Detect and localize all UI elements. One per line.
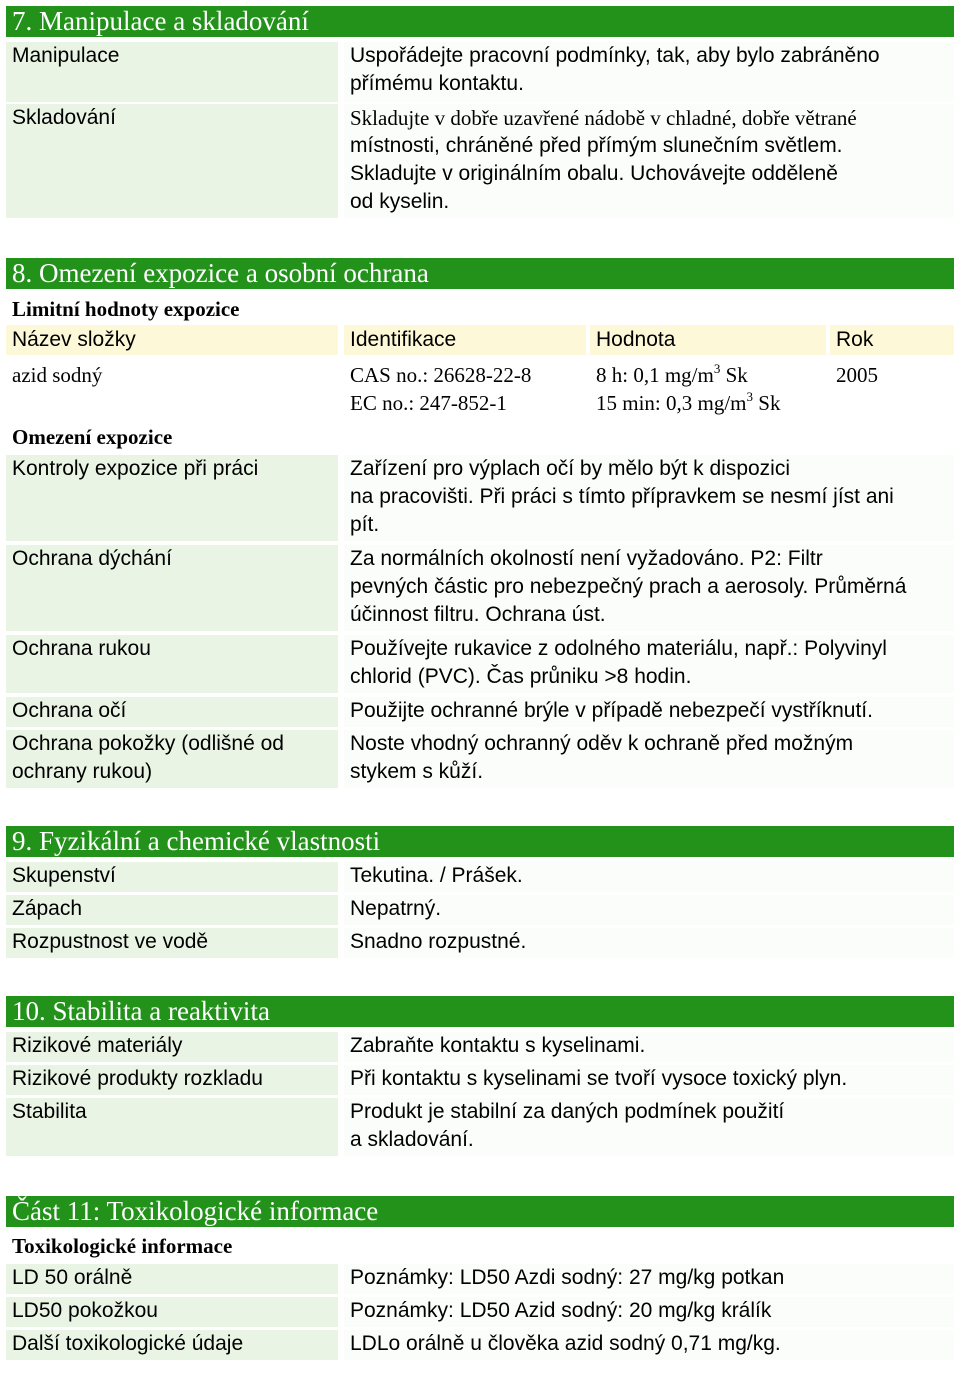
controls-heading: Omezení expozice	[12, 425, 173, 449]
row-solubility	[6, 928, 954, 958]
value-eyes	[344, 697, 954, 727]
value-15min-note: Sk	[753, 391, 781, 415]
value-8h-text: 8 h: 0,1 mg/m	[596, 363, 714, 387]
label-stability: Stabilita	[6, 1098, 338, 1156]
label-hands	[6, 635, 338, 693]
row-work-exposure	[6, 455, 954, 541]
label-solubility: Rozpustnost ve vodě	[6, 928, 338, 958]
value-respiratory	[344, 545, 954, 631]
row-ld50-oral	[6, 1264, 954, 1294]
value-15min-text: 15 min: 0,3 mg/m	[596, 391, 747, 415]
value-manipulace	[344, 42, 954, 102]
value-solubility: Snadno rozpustné.	[344, 928, 954, 958]
value-line: chlorid (PVC). Čas průniku >8 hodin.	[350, 665, 692, 688]
identification-cell	[350, 361, 531, 417]
label-ld50-oral: LD 50 orálně	[6, 1264, 338, 1294]
value-risk-materials	[344, 1032, 954, 1062]
value-line: účinnost filtru. Ochrana úst.	[350, 603, 606, 626]
row-skladovani	[6, 104, 954, 218]
row-other-tox	[6, 1330, 954, 1360]
limits-table-header	[6, 325, 954, 355]
label-line: Ochrana očí	[12, 699, 127, 722]
value-odour: Nepatrný.	[344, 895, 954, 925]
value-line: přímému kontaktu.	[350, 72, 524, 95]
value-stability	[344, 1098, 954, 1156]
toxicology-heading: Toxikologické informace	[12, 1234, 233, 1258]
label-decomposition: Rizikové produkty rozkladu	[6, 1065, 338, 1095]
label-line: Kontroly expozice při práci	[12, 457, 259, 480]
label-work-exposure	[6, 455, 338, 541]
label-skin	[6, 730, 338, 788]
value-8h	[596, 361, 780, 389]
row-skin	[6, 730, 954, 788]
value-line: pevných částic pro nebezpečný prach a aerosoly. Průměrná	[350, 575, 907, 598]
label-line: Ochrana rukou	[12, 637, 151, 660]
value-line: stykem s kůží.	[350, 760, 484, 783]
section-8-title: 8. Omezení expozice a osobní ochrana	[6, 258, 954, 289]
unit-exponent: 3	[746, 389, 754, 404]
value-line: Zařízení pro výplach očí by mělo být k dispozici	[350, 457, 791, 480]
label-respiratory	[6, 545, 338, 631]
row-eyes	[6, 697, 954, 727]
row-odour	[6, 895, 954, 925]
label-line: ochrany rukou)	[12, 760, 153, 783]
section-11-title: Část 11: Toxikologické informace	[6, 1196, 954, 1227]
row-state	[6, 862, 954, 892]
value-skladovani	[344, 104, 954, 218]
row-manipulace	[6, 42, 954, 102]
section-7-title: 7. Manipulace a skladování	[6, 6, 954, 37]
row-decomposition	[6, 1065, 954, 1095]
value-line: na pracovišti. Při práci s tímto přípravkem se nesmí jíst ani	[350, 485, 894, 508]
col-header-value: Hodnota	[590, 325, 826, 355]
value-line: Uspořádejte pracovní podmínky, tak, aby bylo zabráněno	[350, 44, 880, 67]
label-manipulace: Manipulace	[6, 42, 338, 102]
value-line: pít.	[350, 513, 380, 536]
value-line: Použijte ochranné brýle v případě nebezpečí vystříknutí.	[350, 699, 873, 722]
cas-number: CAS no.: 26628-22-8	[350, 363, 532, 387]
unit-exponent: 3	[713, 361, 721, 376]
label-skladovani: Skladování	[6, 104, 338, 218]
section-10-title: 10. Stabilita a reaktivita	[6, 996, 954, 1027]
value-skin	[344, 730, 954, 788]
ec-number: EC no.: 247-852-1	[350, 391, 507, 415]
value-state: Tekutina. / Prášek.	[344, 862, 954, 892]
row-hands	[6, 635, 954, 693]
limits-heading: Limitní hodnoty expozice	[12, 297, 240, 321]
limits-table-row	[6, 361, 954, 421]
value-line: Skladujte v originálním obalu. Uchovávejte odděleně	[350, 162, 838, 185]
label-risk-materials: Rizikové materiály	[6, 1032, 338, 1062]
col-header-year: Rok	[830, 325, 954, 355]
label-ld50-dermal: LD50 pokožkou	[6, 1297, 338, 1327]
value-work-exposure	[344, 455, 954, 541]
row-risk-materials	[6, 1032, 954, 1062]
value-ld50-dermal: Poznámky: LD50 Azid sodný: 20 mg/kg králík	[344, 1297, 954, 1327]
label-line: Ochrana pokožky (odlišné od	[12, 732, 284, 755]
row-stability	[6, 1098, 954, 1156]
component-name: azid sodný	[12, 363, 103, 387]
row-respiratory	[6, 545, 954, 631]
value-decomposition	[344, 1065, 954, 1095]
value-cell	[596, 361, 780, 417]
row-ld50-dermal	[6, 1297, 954, 1327]
value-line: Produkt je stabilní za daných podmínek použití	[350, 1100, 785, 1123]
value-line: a skladování.	[350, 1128, 474, 1151]
value-15min	[596, 389, 780, 417]
label-line: Ochrana dýchání	[12, 547, 172, 570]
value-8h-note: Sk	[720, 363, 748, 387]
value-line: místnosti, chráněné před přímým slunečním světlem.	[350, 134, 843, 157]
label-eyes	[6, 697, 338, 727]
col-header-name: Název složky	[6, 325, 338, 355]
value-line: Skladujte v dobře uzavřené nádobě v chladné, dobře větrané	[350, 106, 857, 130]
col-header-identification: Identifikace	[344, 325, 586, 355]
value-line: Používejte rukavice z odolného materiálu, např.: Polyvinyl	[350, 637, 887, 660]
value-line: Zabraňte kontaktu s kyselinami.	[350, 1034, 646, 1057]
value-ld50-oral: Poznámky: LD50 Azdi sodný: 27 mg/kg potkan	[344, 1264, 954, 1294]
label-other-tox: Další toxikologické údaje	[6, 1330, 338, 1360]
value-line: Při kontaktu s kyselinami se tvoří vysoce toxický plyn.	[350, 1067, 848, 1090]
value-hands	[344, 635, 954, 693]
label-odour: Zápach	[6, 895, 338, 925]
value-other-tox: LDLo orálně u člověka azid sodný 0,71 mg/kg.	[344, 1330, 954, 1360]
section-9-title: 9. Fyzikální a chemické vlastnosti	[6, 826, 954, 857]
value-line: Noste vhodný ochranný oděv k ochraně před možným	[350, 732, 854, 755]
value-line: od kyselin.	[350, 190, 450, 213]
label-state: Skupenství	[6, 862, 338, 892]
year-cell: 2005	[836, 363, 878, 387]
value-line: Za normálních okolností není vyžadováno. P2: Filtr	[350, 547, 823, 570]
